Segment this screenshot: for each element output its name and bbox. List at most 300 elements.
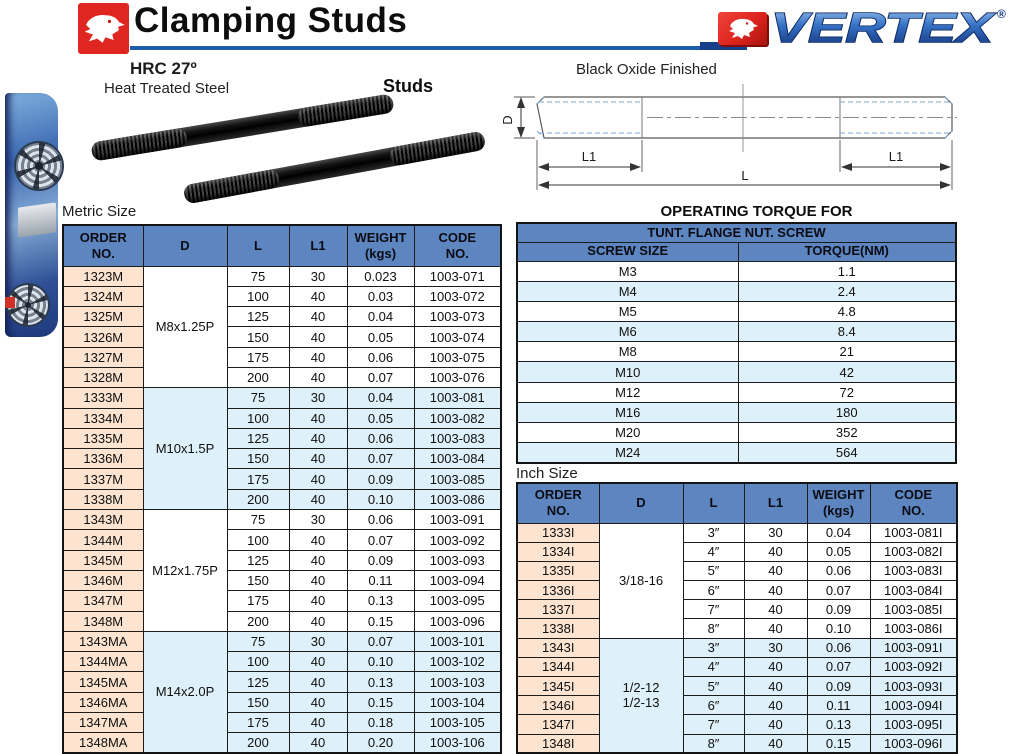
table-cell: 30 bbox=[289, 388, 347, 408]
table-cell: 0.05 bbox=[807, 542, 870, 561]
table-cell: 1325M bbox=[63, 307, 143, 327]
table-cell: 40 bbox=[289, 347, 347, 367]
table-cell: 40 bbox=[289, 570, 347, 590]
hrc-label: HRC 27º bbox=[130, 59, 197, 78]
table-cell: 125 bbox=[227, 672, 289, 692]
table-cell: 125 bbox=[227, 307, 289, 327]
table-cell: 0.06 bbox=[347, 428, 414, 448]
column-header: L1 bbox=[289, 225, 347, 266]
company-logo bbox=[78, 3, 129, 54]
table-row bbox=[63, 469, 501, 489]
table-cell: 125 bbox=[227, 428, 289, 448]
table-cell: 40 bbox=[744, 734, 807, 753]
table-cell: 1003-096I bbox=[870, 734, 957, 753]
table-row bbox=[517, 261, 956, 281]
table-cell: M8 bbox=[517, 342, 738, 362]
table-cell: 1335M bbox=[63, 428, 143, 448]
table-cell: 0.05 bbox=[347, 327, 414, 347]
table-cell: 175 bbox=[227, 713, 289, 733]
table-cell: M16 bbox=[517, 402, 738, 422]
table-cell: 1346MA bbox=[63, 692, 143, 712]
table-cell: 0.04 bbox=[347, 307, 414, 327]
brand-wordmark bbox=[767, 4, 1013, 52]
table-cell: 1343MA bbox=[63, 631, 143, 651]
table-cell: 1347MA bbox=[63, 713, 143, 733]
table-cell: 1003-076 bbox=[414, 367, 501, 387]
table-row bbox=[63, 550, 501, 570]
table-cell: 4″ bbox=[683, 657, 744, 676]
table-cell: 1003-095 bbox=[414, 591, 501, 611]
table-cell: M8x1.25P bbox=[143, 266, 227, 388]
table-cell: 40 bbox=[289, 489, 347, 509]
table-cell: 1003-101 bbox=[414, 631, 501, 651]
table-cell: M20 bbox=[517, 423, 738, 443]
table-cell: 150 bbox=[227, 327, 289, 347]
table-cell: 1345M bbox=[63, 550, 143, 570]
photo-fragment bbox=[5, 297, 15, 308]
table-cell: 0.10 bbox=[347, 652, 414, 672]
table-cell: 1346I bbox=[517, 696, 599, 715]
table-cell: 3″ bbox=[683, 638, 744, 657]
table-cell: 1003-094I bbox=[870, 696, 957, 715]
table-cell: 1336M bbox=[63, 449, 143, 469]
table-cell: 1003-092 bbox=[414, 530, 501, 550]
table-cell: 1003-093I bbox=[870, 677, 957, 696]
table-cell: 1003-085 bbox=[414, 469, 501, 489]
table-cell: 1/2-12 1/2-13 bbox=[599, 638, 683, 753]
table-cell: 1324M bbox=[63, 286, 143, 306]
table-row bbox=[517, 581, 957, 600]
table-cell: 40 bbox=[744, 581, 807, 600]
table-cell: 180 bbox=[738, 402, 956, 422]
table-cell: 1337M bbox=[63, 469, 143, 489]
title-underline bbox=[130, 46, 700, 50]
table-cell: M3 bbox=[517, 261, 738, 281]
table-cell: 100 bbox=[227, 530, 289, 550]
table-cell: 125 bbox=[227, 550, 289, 570]
column-header: CODE NO. bbox=[870, 483, 957, 523]
table-cell: 40 bbox=[744, 600, 807, 619]
table-cell: 40 bbox=[289, 367, 347, 387]
column-header: CODE NO. bbox=[414, 225, 501, 266]
table-row bbox=[517, 600, 957, 619]
operating-torque-table bbox=[516, 222, 957, 464]
table-cell: 1328M bbox=[63, 367, 143, 387]
table-cell: 0.03 bbox=[347, 286, 414, 306]
table-cell: 1337I bbox=[517, 600, 599, 619]
page-title: Clamping Studs bbox=[134, 1, 408, 40]
table-row bbox=[517, 715, 957, 734]
table-cell: 200 bbox=[227, 611, 289, 631]
table-cell: 7″ bbox=[683, 600, 744, 619]
table-cell: 1003-071 bbox=[414, 266, 501, 286]
table-row bbox=[63, 327, 501, 347]
table-cell: 0.07 bbox=[807, 581, 870, 600]
table-cell: 4.8 bbox=[738, 301, 956, 321]
table-cell: 1345I bbox=[517, 677, 599, 696]
table-cell: 1333M bbox=[63, 388, 143, 408]
table-cell: 40 bbox=[289, 469, 347, 489]
table-cell: 1346M bbox=[63, 570, 143, 590]
table-cell: 1003-082 bbox=[414, 408, 501, 428]
table-row bbox=[517, 561, 957, 580]
table-cell: 4″ bbox=[683, 542, 744, 561]
table-cell: M5 bbox=[517, 301, 738, 321]
table-cell: 8″ bbox=[683, 619, 744, 638]
table-cell: 1.1 bbox=[738, 261, 956, 281]
table-row bbox=[63, 652, 501, 672]
table-row bbox=[63, 530, 501, 550]
table-row bbox=[63, 570, 501, 590]
table-row bbox=[517, 301, 956, 321]
table-cell: 1003-106 bbox=[414, 733, 501, 753]
table-cell: 40 bbox=[289, 449, 347, 469]
table-cell: 40 bbox=[289, 611, 347, 631]
table-row bbox=[517, 523, 957, 542]
table-row bbox=[517, 696, 957, 715]
brand-logo-cube bbox=[718, 12, 767, 45]
table-cell: 0.04 bbox=[807, 523, 870, 542]
table-cell: 1348M bbox=[63, 611, 143, 631]
table-cell: 40 bbox=[289, 327, 347, 347]
table-cell: 1336I bbox=[517, 581, 599, 600]
table-row bbox=[63, 307, 501, 327]
table-cell: 40 bbox=[289, 408, 347, 428]
heat-treated-label: Heat Treated Steel bbox=[104, 80, 230, 97]
table-cell: 0.07 bbox=[807, 657, 870, 676]
table-cell: 1003-095I bbox=[870, 715, 957, 734]
table-cell: 0.023 bbox=[347, 266, 414, 286]
table-cell: 3″ bbox=[683, 523, 744, 542]
eagle-icon bbox=[724, 16, 762, 42]
table-cell: 1338M bbox=[63, 489, 143, 509]
metric-size-table bbox=[62, 224, 502, 754]
table-cell: 40 bbox=[289, 733, 347, 753]
table-cell: 0.05 bbox=[347, 408, 414, 428]
column-header: SCREW SIZE bbox=[517, 242, 738, 261]
table-cell: M10x1.5P bbox=[143, 388, 227, 510]
table-row bbox=[517, 402, 956, 422]
table-cell: 0.15 bbox=[807, 734, 870, 753]
table-cell: 30 bbox=[744, 638, 807, 657]
header-row bbox=[63, 225, 501, 266]
table-cell: 40 bbox=[289, 307, 347, 327]
inch-size-table bbox=[516, 482, 958, 754]
table-cell: 75 bbox=[227, 388, 289, 408]
table-row bbox=[517, 542, 957, 561]
table-cell: 3/18-16 bbox=[599, 523, 683, 638]
table-cell: 40 bbox=[289, 550, 347, 570]
table-row bbox=[63, 489, 501, 509]
table-cell: 30 bbox=[289, 510, 347, 530]
table-cell: 0.13 bbox=[347, 591, 414, 611]
table-cell: 40 bbox=[289, 286, 347, 306]
table-row bbox=[517, 734, 957, 753]
table-cell: 0.20 bbox=[347, 733, 414, 753]
table-cell: 0.09 bbox=[807, 600, 870, 619]
header-row bbox=[517, 483, 957, 523]
table-cell: 0.10 bbox=[347, 489, 414, 509]
table-cell: 1003-084 bbox=[414, 449, 501, 469]
eagle-icon bbox=[82, 11, 126, 47]
table-cell: M14x2.0P bbox=[143, 631, 227, 753]
table-cell: 100 bbox=[227, 408, 289, 428]
table-cell: 0.07 bbox=[347, 367, 414, 387]
table-cell: 1344I bbox=[517, 657, 599, 676]
table-cell: 1003-104 bbox=[414, 692, 501, 712]
table-cell: 40 bbox=[744, 561, 807, 580]
table-row bbox=[517, 362, 956, 382]
torque-table-subtitle: TUNT. FLANGE NUT. SCREW bbox=[517, 223, 956, 242]
table-row bbox=[63, 347, 501, 367]
table-cell: 6″ bbox=[683, 696, 744, 715]
table-cell: 40 bbox=[289, 692, 347, 712]
table-cell: 200 bbox=[227, 489, 289, 509]
table-cell: 1348MA bbox=[63, 733, 143, 753]
table-cell: 40 bbox=[289, 428, 347, 448]
table-cell: 1323M bbox=[63, 266, 143, 286]
table-cell: 1003-081 bbox=[414, 388, 501, 408]
table-cell: 1003-073 bbox=[414, 307, 501, 327]
metric-size-label: Metric Size bbox=[62, 203, 137, 220]
torque-table-title: OPERATING TORQUE FOR bbox=[660, 203, 853, 220]
table-cell: 0.06 bbox=[807, 638, 870, 657]
table-row bbox=[63, 510, 501, 530]
table-cell: 200 bbox=[227, 367, 289, 387]
table-cell: 1003-102 bbox=[414, 652, 501, 672]
table-row bbox=[63, 611, 501, 631]
table-row bbox=[517, 657, 957, 676]
table-row bbox=[63, 713, 501, 733]
column-header: WEIGHT (kgs) bbox=[807, 483, 870, 523]
table-cell: M12 bbox=[517, 382, 738, 402]
table-cell: M6 bbox=[517, 322, 738, 342]
table-cell: 1003-103 bbox=[414, 672, 501, 692]
table-cell: 200 bbox=[227, 733, 289, 753]
table-cell: 1327M bbox=[63, 347, 143, 367]
table-cell: 0.11 bbox=[347, 570, 414, 590]
table-cell: M24 bbox=[517, 443, 738, 463]
dim-label-l1-right: L1 bbox=[888, 149, 904, 164]
table-row bbox=[517, 342, 956, 362]
table-row bbox=[63, 266, 501, 286]
table-cell: 352 bbox=[738, 423, 956, 443]
table-cell: 5″ bbox=[683, 561, 744, 580]
table-cell: 1343I bbox=[517, 638, 599, 657]
table-cell: 40 bbox=[289, 652, 347, 672]
table-cell: 1345MA bbox=[63, 672, 143, 692]
table-cell: 2.4 bbox=[738, 281, 956, 301]
table-cell: 40 bbox=[744, 657, 807, 676]
table-row bbox=[63, 286, 501, 306]
column-header: L bbox=[683, 483, 744, 523]
table-cell: 0.15 bbox=[347, 611, 414, 631]
table-cell: 40 bbox=[744, 677, 807, 696]
subtitle-row bbox=[517, 223, 956, 242]
table-cell: 564 bbox=[738, 443, 956, 463]
table-cell: M4 bbox=[517, 281, 738, 301]
table-cell: 1003-072 bbox=[414, 286, 501, 306]
table-cell: 1003-094 bbox=[414, 570, 501, 590]
table-cell: 175 bbox=[227, 591, 289, 611]
stud-dimension-drawing bbox=[500, 82, 1015, 200]
table-cell: 1003-086 bbox=[414, 489, 501, 509]
table-cell: 1003-091I bbox=[870, 638, 957, 657]
table-cell: 1003-096 bbox=[414, 611, 501, 631]
table-row bbox=[517, 638, 957, 657]
table-cell: 75 bbox=[227, 266, 289, 286]
table-row bbox=[63, 631, 501, 651]
column-header: TORQUE(NM) bbox=[738, 242, 956, 261]
table-cell: 1344M bbox=[63, 530, 143, 550]
table-cell: 72 bbox=[738, 382, 956, 402]
table-cell: 1333I bbox=[517, 523, 599, 542]
table-cell: 75 bbox=[227, 631, 289, 651]
table-cell: 40 bbox=[289, 530, 347, 550]
table-row bbox=[517, 677, 957, 696]
table-row bbox=[517, 423, 956, 443]
table-cell: 6″ bbox=[683, 581, 744, 600]
table-cell: 1334I bbox=[517, 542, 599, 561]
table-cell: 40 bbox=[289, 591, 347, 611]
table-cell: 0.07 bbox=[347, 530, 414, 550]
table-cell: 1003-074 bbox=[414, 327, 501, 347]
table-cell: 175 bbox=[227, 347, 289, 367]
table-row bbox=[517, 281, 956, 301]
table-cell: 21 bbox=[738, 342, 956, 362]
table-cell: 100 bbox=[227, 652, 289, 672]
table-row bbox=[63, 367, 501, 387]
rotary-table-image bbox=[16, 143, 62, 189]
table-cell: 7″ bbox=[683, 715, 744, 734]
table-cell: 150 bbox=[227, 692, 289, 712]
column-header: D bbox=[143, 225, 227, 266]
table-cell: 0.10 bbox=[807, 619, 870, 638]
table-cell: 40 bbox=[744, 715, 807, 734]
studs-caption: Studs bbox=[383, 76, 434, 96]
table-cell: 30 bbox=[744, 523, 807, 542]
table-cell: 1003-083 bbox=[414, 428, 501, 448]
table-cell: 0.04 bbox=[347, 388, 414, 408]
table-cell: 0.07 bbox=[347, 449, 414, 469]
table-cell: 1343M bbox=[63, 510, 143, 530]
table-cell: 1348I bbox=[517, 734, 599, 753]
table-cell: 1334M bbox=[63, 408, 143, 428]
dim-label-l: L bbox=[741, 168, 749, 183]
table-row bbox=[517, 382, 956, 402]
table-cell: 5″ bbox=[683, 677, 744, 696]
table-cell: 40 bbox=[744, 696, 807, 715]
table-cell: 8″ bbox=[683, 734, 744, 753]
table-row bbox=[63, 672, 501, 692]
header-row bbox=[517, 242, 956, 261]
table-cell: 0.06 bbox=[347, 347, 414, 367]
table-row bbox=[63, 428, 501, 448]
column-header: WEIGHT (kgs) bbox=[347, 225, 414, 266]
table-cell: 30 bbox=[289, 266, 347, 286]
table-cell: 1003-105 bbox=[414, 713, 501, 733]
table-cell: M10 bbox=[517, 362, 738, 382]
table-cell: M12x1.75P bbox=[143, 510, 227, 632]
table-cell: 0.13 bbox=[807, 715, 870, 734]
table-cell: 1003-075 bbox=[414, 347, 501, 367]
table-row bbox=[517, 443, 956, 463]
table-row bbox=[63, 408, 501, 428]
table-cell: 1003-084I bbox=[870, 581, 957, 600]
table-cell: 0.18 bbox=[347, 713, 414, 733]
table-cell: 1338I bbox=[517, 619, 599, 638]
table-cell: 1003-081I bbox=[870, 523, 957, 542]
table-cell: 1003-091 bbox=[414, 510, 501, 530]
table-row bbox=[517, 322, 956, 342]
table-cell: 0.15 bbox=[347, 692, 414, 712]
table-row bbox=[63, 692, 501, 712]
table-cell: 75 bbox=[227, 510, 289, 530]
brand-name: VERTEX bbox=[771, 4, 997, 51]
table-cell: 40 bbox=[744, 542, 807, 561]
table-cell: 40 bbox=[289, 672, 347, 692]
table-row bbox=[63, 449, 501, 469]
table-row bbox=[63, 733, 501, 753]
table-cell: 8.4 bbox=[738, 322, 956, 342]
stud-image bbox=[183, 131, 486, 205]
table-cell: 0.06 bbox=[807, 561, 870, 580]
table-cell: 1003-093 bbox=[414, 550, 501, 570]
table-cell: 40 bbox=[744, 619, 807, 638]
column-header: ORDER NO. bbox=[517, 483, 599, 523]
table-cell: 150 bbox=[227, 570, 289, 590]
table-cell: 175 bbox=[227, 469, 289, 489]
table-cell: 0.06 bbox=[347, 510, 414, 530]
table-cell: 0.07 bbox=[347, 631, 414, 651]
table-cell: 100 bbox=[227, 286, 289, 306]
table-cell: 30 bbox=[289, 631, 347, 651]
column-header: L bbox=[227, 225, 289, 266]
table-cell: 1003-082I bbox=[870, 542, 957, 561]
table-row bbox=[63, 591, 501, 611]
table-cell: 0.13 bbox=[347, 672, 414, 692]
table-cell: 1003-085I bbox=[870, 600, 957, 619]
stud-image bbox=[90, 93, 394, 161]
table-cell: 1003-083I bbox=[870, 561, 957, 580]
registered-mark: ® bbox=[997, 7, 1006, 21]
table-cell: 1344MA bbox=[63, 652, 143, 672]
table-cell: 0.11 bbox=[807, 696, 870, 715]
machine-photo-montage bbox=[5, 93, 58, 337]
inch-size-label: Inch Size bbox=[516, 465, 578, 482]
table-cell: 1003-092I bbox=[870, 657, 957, 676]
machine-image bbox=[18, 202, 56, 237]
column-header: D bbox=[599, 483, 683, 523]
table-row bbox=[63, 388, 501, 408]
table-cell: 0.09 bbox=[347, 550, 414, 570]
table-cell: 1335I bbox=[517, 561, 599, 580]
dim-label-d: D bbox=[500, 115, 515, 125]
column-header: L1 bbox=[744, 483, 807, 523]
table-cell: 1003-086I bbox=[870, 619, 957, 638]
table-cell: 1347I bbox=[517, 715, 599, 734]
column-header: ORDER NO. bbox=[63, 225, 143, 266]
table-cell: 40 bbox=[289, 713, 347, 733]
table-cell: 150 bbox=[227, 449, 289, 469]
table-row bbox=[517, 619, 957, 638]
dim-label-l1-left: L1 bbox=[581, 149, 597, 164]
finish-label: Black Oxide Finished bbox=[576, 61, 717, 78]
table-cell: 1347M bbox=[63, 591, 143, 611]
table-cell: 0.09 bbox=[807, 677, 870, 696]
table-cell: 0.09 bbox=[347, 469, 414, 489]
table-cell: 42 bbox=[738, 362, 956, 382]
